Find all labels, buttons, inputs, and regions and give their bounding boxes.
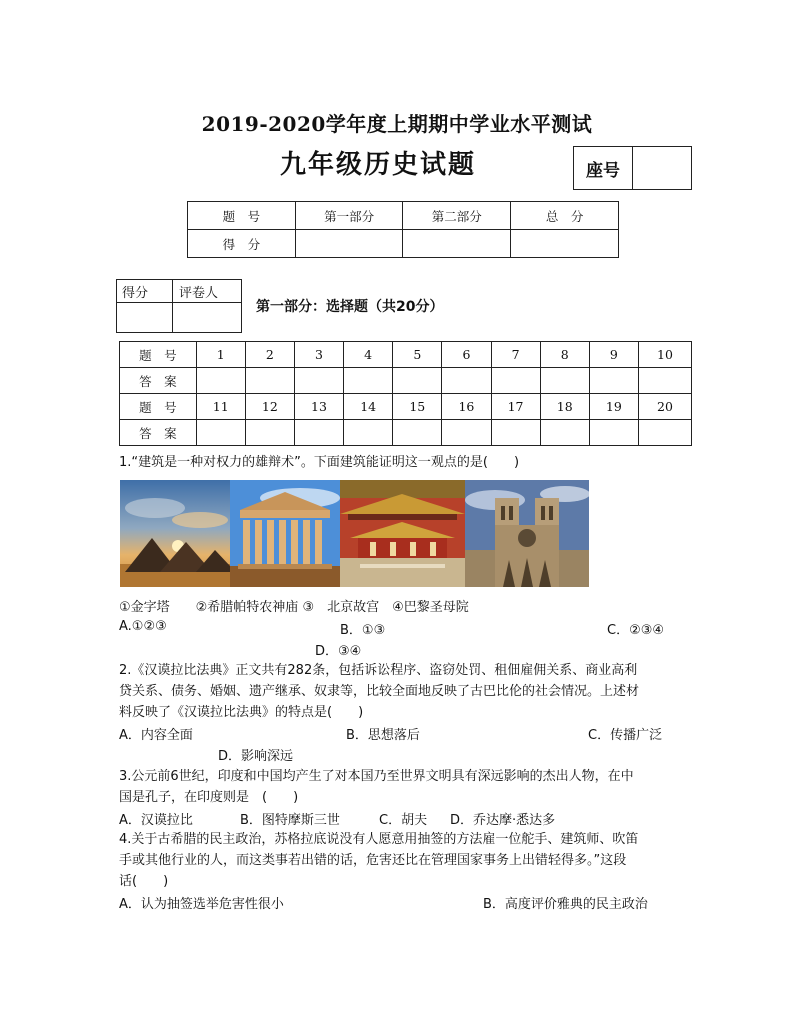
q1-option-a[interactable]: A.①②③ <box>119 619 167 634</box>
score-summary-table <box>187 201 619 258</box>
answer-cell[interactable] <box>442 420 491 446</box>
answer-cell[interactable] <box>245 368 294 394</box>
answer-cell[interactable] <box>196 368 245 394</box>
question-number: 8 <box>540 342 589 368</box>
score-row-label: 得 分 <box>188 230 296 258</box>
answer-cell[interactable] <box>589 368 638 394</box>
answer-cell[interactable] <box>638 368 691 394</box>
question-number: 1 <box>196 342 245 368</box>
answer-cell[interactable] <box>344 368 393 394</box>
exam-year-title: 2019-2020学年度上期期中学业水平测试 <box>201 112 593 136</box>
seat-label: 座号 <box>574 147 633 189</box>
answer-cell[interactable] <box>294 368 343 394</box>
score-header-number: 题 号 <box>188 202 296 230</box>
forbidden-city-photo <box>340 480 465 587</box>
question-number: 3 <box>294 342 343 368</box>
grader-box <box>116 279 242 333</box>
grader-name-field[interactable] <box>172 303 241 333</box>
pyramids-photo <box>120 480 230 587</box>
q2-option-a[interactable]: A．内容全面 <box>119 728 193 743</box>
answer-cell[interactable] <box>638 420 691 446</box>
q3-option-a[interactable]: A．汉谟拉比 <box>119 813 193 828</box>
grader-name-label: 评卷人 <box>172 280 241 303</box>
question-number: 16 <box>442 394 491 420</box>
answer-cell[interactable] <box>540 420 589 446</box>
score-cell-total[interactable] <box>511 230 619 258</box>
answer-cell[interactable] <box>540 368 589 394</box>
answer-cell[interactable] <box>196 420 245 446</box>
question-2-stem-line2: 贷关系、债务、婚姻、遗产继承、奴隶等，比较全面地反映了古巴比伦的社会情况。上述材 <box>119 684 640 699</box>
answer-grid-answer-label: 答 案 <box>120 420 197 446</box>
question-number: 15 <box>393 394 442 420</box>
notre-dame-photo <box>465 480 589 587</box>
answer-cell[interactable] <box>393 420 442 446</box>
question-number: 2 <box>245 342 294 368</box>
question-4-stem-line1: 4.关于古希腊的民主政治，苏格拉底说没有人愿意用抽签的方法雇一位舵手、建筑师、吹笛 <box>119 832 639 847</box>
question-number: 6 <box>442 342 491 368</box>
question-3-stem-line2: 国是孔子，在印度则是 ( ) <box>119 790 299 805</box>
q2-option-d[interactable]: D．影响深远 <box>218 749 294 764</box>
q1-option-d[interactable]: D．③④ <box>315 644 362 659</box>
question-number: 20 <box>638 394 691 420</box>
question-3-stem-line1: 3.公元前6世纪，印度和中国均产生了对本国乃至世界文明具有深远影响的杰出人物，在中 <box>119 769 634 784</box>
question-1-stem: 1.“建筑是一种对权力的雄辩术”。下面建筑能证明这一观点的是( ) <box>119 455 520 470</box>
answer-grid-answer-label: 答 案 <box>120 368 197 394</box>
answer-cell[interactable] <box>589 420 638 446</box>
question-2-stem-line1: 2.《汉谟拉比法典》正文共有282条，包括诉讼程序、盗窃处罚、租佃雇佣关系、商业高利 <box>119 663 638 678</box>
question-number: 10 <box>638 342 691 368</box>
answer-cell[interactable] <box>491 420 540 446</box>
question-number: 14 <box>344 394 393 420</box>
question-2-stem-line3: 料反映了《汉谟拉比法典》的特点是( ) <box>119 705 364 720</box>
q2-option-c[interactable]: C．传播广泛 <box>588 728 663 743</box>
question-number: 9 <box>589 342 638 368</box>
seat-number-field[interactable] <box>633 147 691 189</box>
score-header-part1: 第一部分 <box>295 202 403 230</box>
answer-grid-number-label: 题 号 <box>120 342 197 368</box>
answer-cell[interactable] <box>344 420 393 446</box>
question-number: 18 <box>540 394 589 420</box>
answer-grid-number-label: 题 号 <box>120 394 197 420</box>
grader-score-label: 得分 <box>117 280 173 303</box>
q2-option-b[interactable]: B．思想落后 <box>346 728 420 743</box>
question-4-stem-line3: 话( ) <box>119 874 169 889</box>
q4-option-b[interactable]: B．高度评价雅典的民主政治 <box>483 897 648 912</box>
question-number: 7 <box>491 342 540 368</box>
score-cell-part1[interactable] <box>295 230 403 258</box>
q3-option-c[interactable]: C．胡夫 <box>379 813 428 828</box>
q4-option-a[interactable]: A．认为抽签选举危害性很小 <box>119 897 284 912</box>
q1-option-c[interactable]: C．②③④ <box>607 623 665 638</box>
question-number: 4 <box>344 342 393 368</box>
answer-cell[interactable] <box>491 368 540 394</box>
question-1-captions: ①金字塔 ②希腊帕特农神庙 ③ 北京故宫 ④巴黎圣母院 <box>119 600 469 615</box>
answer-cell[interactable] <box>294 420 343 446</box>
grader-score-field[interactable] <box>117 303 173 333</box>
section1-title: 第一部分：选择题（共20分） <box>256 299 444 315</box>
question-number: 11 <box>196 394 245 420</box>
seat-number-box <box>573 146 692 190</box>
question-4-stem-line2: 手或其他行业的人，而这类事若出错的话，危害还比在管理国家事务上出错轻得多。”这段 <box>119 853 627 868</box>
question-number: 13 <box>294 394 343 420</box>
answer-cell[interactable] <box>442 368 491 394</box>
question-number: 19 <box>589 394 638 420</box>
question-number: 17 <box>491 394 540 420</box>
score-header-total: 总 分 <box>511 202 619 230</box>
score-header-part2: 第二部分 <box>403 202 511 230</box>
question-number: 12 <box>245 394 294 420</box>
q1-option-b[interactable]: B．①③ <box>340 623 386 638</box>
score-cell-part2[interactable] <box>403 230 511 258</box>
question-number: 5 <box>393 342 442 368</box>
exam-main-title: 九年级历史试题 <box>280 150 477 180</box>
answer-grid <box>119 341 692 446</box>
answer-cell[interactable] <box>245 420 294 446</box>
parthenon-photo <box>230 480 340 587</box>
q3-option-b[interactable]: B．图特摩斯三世 <box>240 813 340 828</box>
answer-cell[interactable] <box>393 368 442 394</box>
q3-option-d[interactable]: D．乔达摩·悉达多 <box>450 813 556 828</box>
